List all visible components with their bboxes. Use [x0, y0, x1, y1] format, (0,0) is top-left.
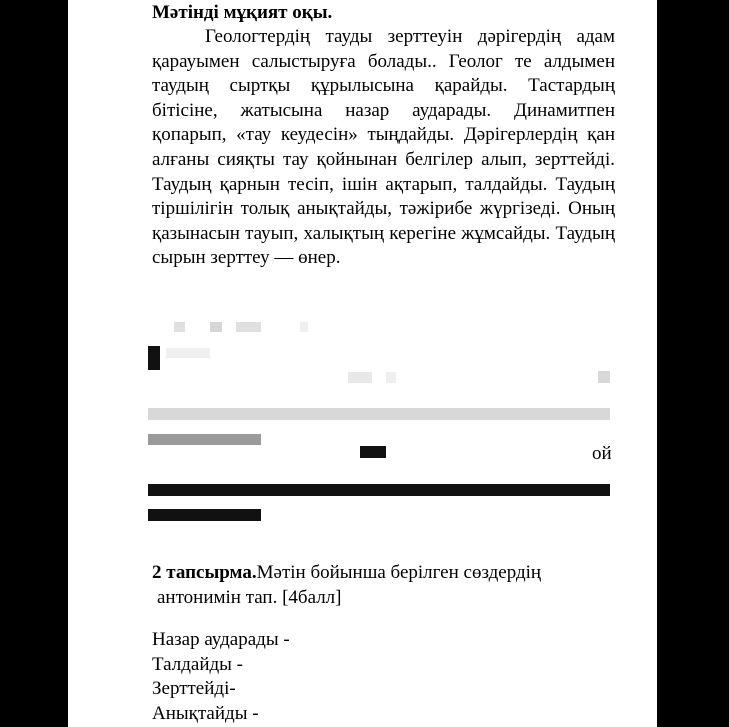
word-list-item: Талдайды -: [152, 653, 243, 675]
task-2: [152, 560, 615, 610]
word-list-item: Анықтайды -: [152, 702, 259, 724]
word-list: [152, 628, 290, 726]
task-2-text-line2: антонимін тап. [4балл]: [157, 587, 342, 608]
redaction-bar: [148, 484, 610, 496]
document-page: [68, 0, 657, 727]
redaction-bar: [148, 434, 261, 445]
redacted-fragment: ой: [592, 443, 612, 464]
redaction-dot: [598, 371, 610, 383]
word-list-item: Зерттейді-: [152, 678, 236, 700]
redaction-dot: [210, 322, 222, 332]
redaction-dot: [348, 372, 372, 383]
redaction-block: [148, 346, 160, 370]
redaction-dot: [236, 322, 261, 332]
reading-paragraph: [152, 25, 615, 271]
redaction-dot: [300, 322, 308, 332]
reading-heading: Мәтінді мұқият оқы.: [152, 2, 333, 23]
redaction-bar: [148, 509, 261, 521]
task-2-label: 2 тапсырма.: [152, 562, 257, 583]
reading-paragraph-text: Геологтердің тауды зерттеуін дәрігердің адам қарауымен салыстыруға болады.. Геолог те алдымен таудың сыртқы құрылысына қарайды. Тастардың бітісіне, жатысына назар аударады. Динамитпен қопарып, «тау кеудесін» тыңдайды. Дәрігерлердің қан алғаны сияқты тау қойнынан белгілер алып, зерттейді. Таудың қарнын тесіп, ішін ақтарып, талдайды. Таудың тіршілігін толық анықтайды, тәжірибе жүргізеді. Оның қазынасын тауып, халықтың керегіне жұмсайды. Таудың сырын зерттеу — өнер.: [152, 26, 615, 269]
redaction-dot: [386, 372, 396, 383]
word-list-item: Назар аударады -: [152, 629, 290, 650]
task-2-text-line1: Мәтін бойынша берілген сөздердің: [256, 562, 542, 583]
redaction-dot: [166, 348, 210, 358]
redaction-bar: [148, 408, 610, 420]
redaction-dot: [174, 322, 185, 332]
redaction-block: [360, 446, 386, 458]
